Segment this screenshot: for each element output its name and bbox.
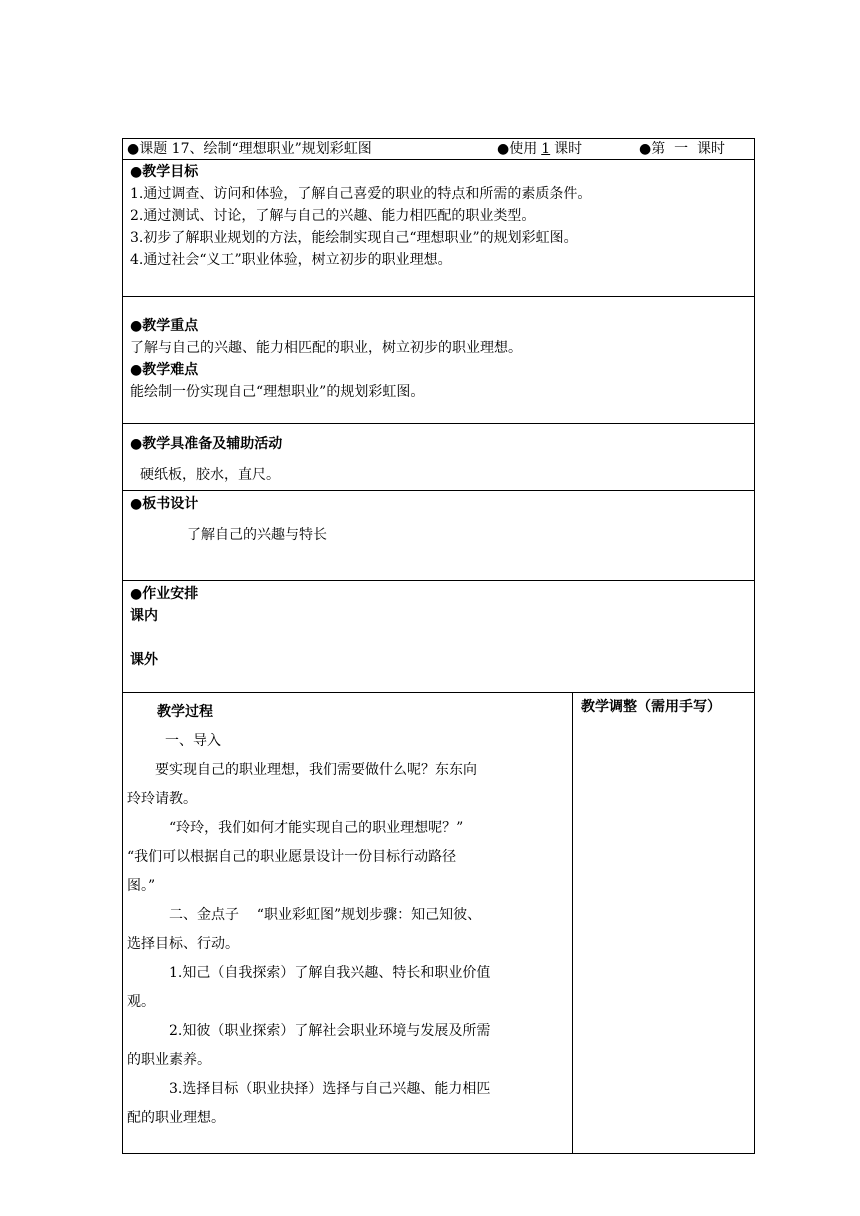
header-row [122, 138, 755, 160]
prep-text: 硬纸板，胶水，直尺。 [140, 467, 280, 483]
goal-item: 3.初步了解职业规划的方法，能绘制实现自己“理想职业”的规划彩虹图。 [130, 230, 578, 246]
step-heading: 二、金点子 “职业彩虹图”规划步骤：知己知彼、 [169, 907, 482, 923]
goal-item: 2.通过测试、讨论，了解与自己的兴趣、能力相匹配的职业类型。 [130, 208, 536, 224]
homework-heading: ●作业安排 [130, 586, 199, 602]
paragraph: 玲玲请教。 [127, 791, 197, 807]
teaching-process-section [122, 692, 755, 1154]
homework-in-class: 课内 [130, 608, 158, 624]
board-text: 了解自己的兴趣与特长 [187, 527, 327, 543]
adjustment-column [573, 693, 754, 1153]
difficulty-text: 能绘制一份实现自己“理想职业”的规划彩虹图。 [130, 384, 425, 400]
step-item: 3.选择目标（职业抉择）选择与自己兴趣、能力相匹 [169, 1081, 491, 1097]
step-item: 观。 [127, 994, 155, 1010]
goal-item: 1.通过调查、访问和体验，了解自己喜爱的职业的特点和所需的素质条件。 [130, 186, 592, 202]
adjustment-heading: 教学调整（需用手写） [581, 699, 721, 715]
key-heading: ●教学重点 [130, 318, 199, 334]
difficulty-heading: ●教学难点 [130, 362, 199, 378]
homework-section [122, 580, 755, 693]
step-heading: 一、导入 [165, 733, 221, 749]
lesson-usage: ●使用 1 课时 [497, 141, 583, 157]
goal-item: 4.通过社会“义工”职业体验，树立初步的职业理想。 [130, 252, 452, 268]
lesson-plan-table [122, 138, 755, 1154]
quote: “玲玲，我们如何才能实现自己的职业理想呢？” [169, 820, 464, 836]
topic-title: ●课题 17、绘制“理想职业”规划彩虹图 [127, 141, 372, 157]
prep-heading: ●教学具准备及辅助活动 [130, 436, 283, 452]
key-points-section [122, 296, 755, 424]
quote: 图。” [127, 878, 156, 894]
lesson-count: 1 [541, 141, 551, 157]
teaching-goals-section [122, 159, 755, 297]
board-design-section [122, 490, 755, 581]
quote: “我们可以根据自己的职业愿景设计一份目标行动路径 [127, 849, 457, 865]
paragraph: 要实现自己的职业理想，我们需要做什么呢？东东向 [155, 762, 477, 778]
paragraph: 选择目标、行动。 [127, 936, 239, 952]
homework-after-class: 课外 [130, 652, 158, 668]
lesson-number: ●第 一 课时 [639, 141, 726, 157]
materials-section [122, 423, 755, 491]
step-item: 1.知己（自我探索）了解自我兴趣、特长和职业价值 [169, 965, 491, 981]
process-column [123, 693, 573, 1153]
step-item: 的职业素养。 [127, 1052, 211, 1068]
goals-heading: ●教学目标 [130, 164, 199, 180]
step-item: 2.知彼（职业探索）了解社会职业环境与发展及所需 [169, 1023, 491, 1039]
key-text: 了解与自己的兴趣、能力相匹配的职业，树立初步的职业理想。 [130, 340, 522, 356]
step-item: 配的职业理想。 [127, 1110, 225, 1126]
process-title: 教学过程 [157, 704, 213, 720]
board-heading: ●板书设计 [130, 496, 199, 512]
